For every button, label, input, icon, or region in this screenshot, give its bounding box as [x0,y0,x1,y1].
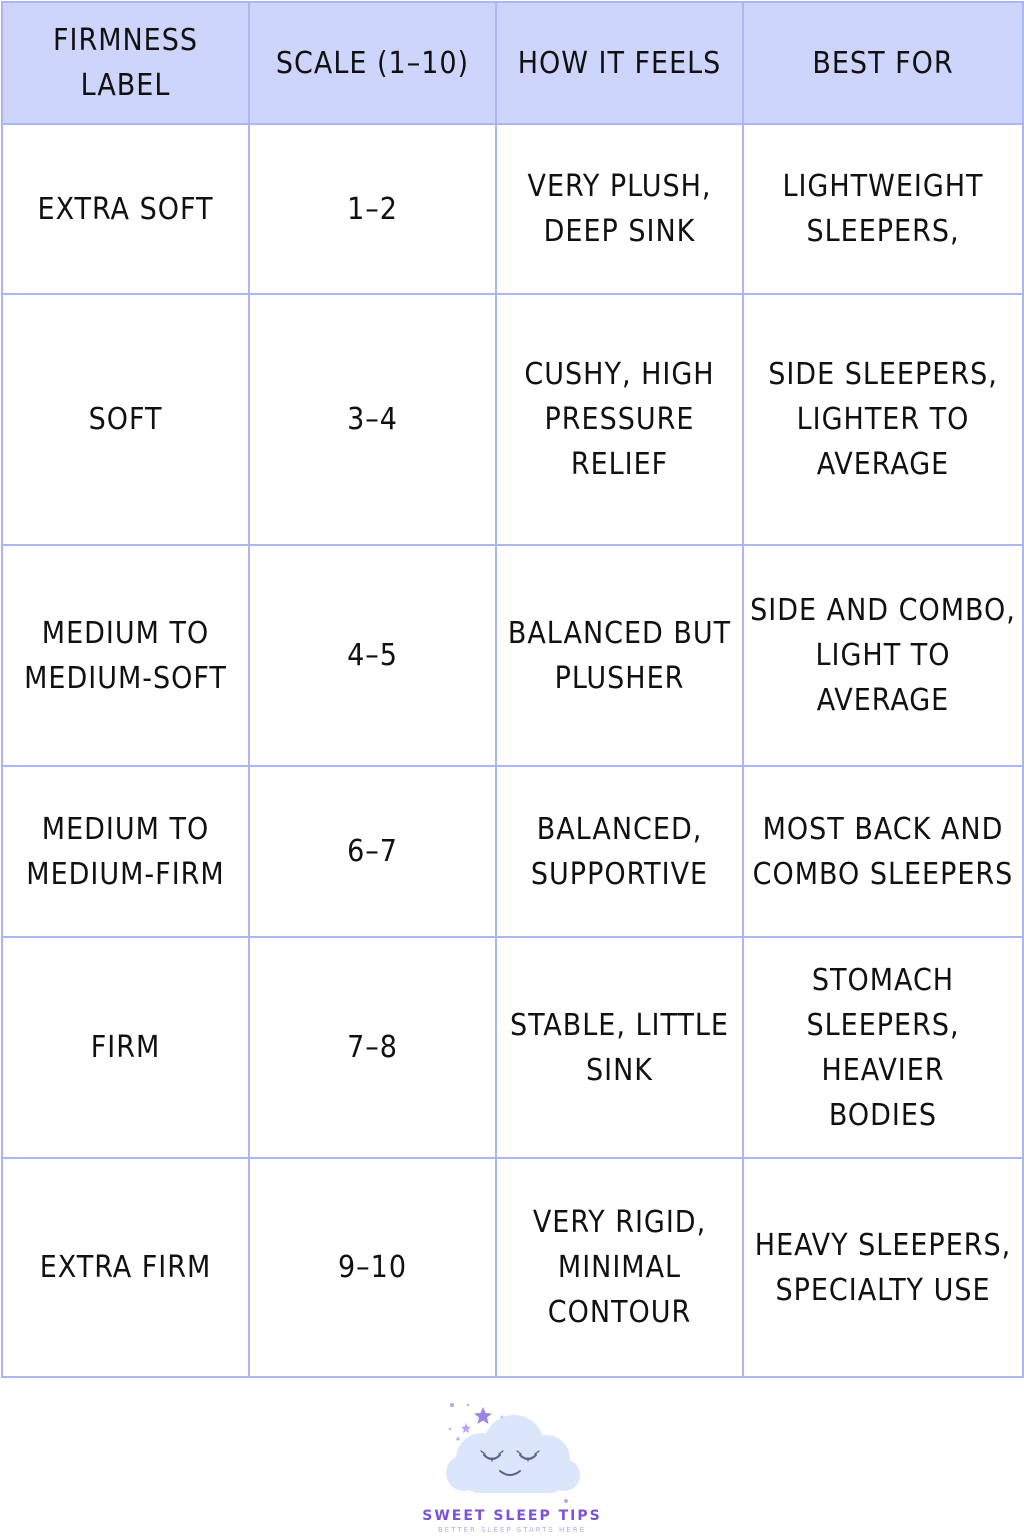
cell-scale: 4–5 [249,545,496,766]
cell-scale: 1–2 [249,124,496,294]
cell-best-for: SIDE SLEEPERS, LIGHTER TO AVERAGE [743,294,1023,545]
cell-how-it-feels: VERY PLUSH, DEEP SINK [496,124,743,294]
header-best-for: BEST FOR [743,2,1023,124]
cell-how-it-feels: VERY RIGID, MINIMAL CONTOUR [496,1158,743,1377]
cell-firmness-label: EXTRA FIRM [2,1158,249,1377]
table-row [2,545,1023,766]
cell-firmness-label: SOFT [2,294,249,545]
cell-firmness-label: EXTRA SOFT [2,124,249,294]
sleeping-cloud-icon [438,1399,586,1509]
table-row [2,294,1023,545]
cell-scale: 3–4 [249,294,496,545]
cell-firmness-label: MEDIUM TO MEDIUM-FIRM [2,766,249,937]
header-how-it-feels: HOW IT FEELS [496,2,743,124]
brand-name: SWEET SLEEP TIPS [422,1508,602,1524]
cell-best-for: HEAVY SLEEPERS, SPECIALTY USE [743,1158,1023,1377]
table-row [2,1158,1023,1377]
cell-best-for: STOMACH SLEEPERS, HEAVIER BODIES [743,937,1023,1158]
brand-tagline: BETTER SLEEP STARTS HERE [437,1526,587,1534]
brand-logo [420,1395,604,1536]
table-header-row [2,2,1023,124]
cell-firmness-label: FIRM [2,937,249,1158]
firmness-table [1,1,1024,1378]
cell-how-it-feels: BALANCED, SUPPORTIVE [496,766,743,937]
table-row [2,124,1023,294]
cell-scale: 9–10 [249,1158,496,1377]
header-scale: SCALE (1–10) [249,2,496,124]
cell-scale: 6–7 [249,766,496,937]
table-row [2,937,1023,1158]
cell-how-it-feels: STABLE, LITTLE SINK [496,937,743,1158]
cell-best-for: MOST BACK AND COMBO SLEEPERS [743,766,1023,937]
cell-best-for: SIDE AND COMBO, LIGHT TO AVERAGE [743,545,1023,766]
table-row [2,766,1023,937]
cell-firmness-label: MEDIUM TO MEDIUM-SOFT [2,545,249,766]
cell-how-it-feels: BALANCED BUT PLUSHER [496,545,743,766]
cell-scale: 7–8 [249,937,496,1158]
cell-how-it-feels: CUSHY, HIGH PRESSURE RELIEF [496,294,743,545]
cell-best-for: LIGHTWEIGHT SLEEPERS, [743,124,1023,294]
header-firmness-label: FIRMNESS LABEL [2,2,249,124]
